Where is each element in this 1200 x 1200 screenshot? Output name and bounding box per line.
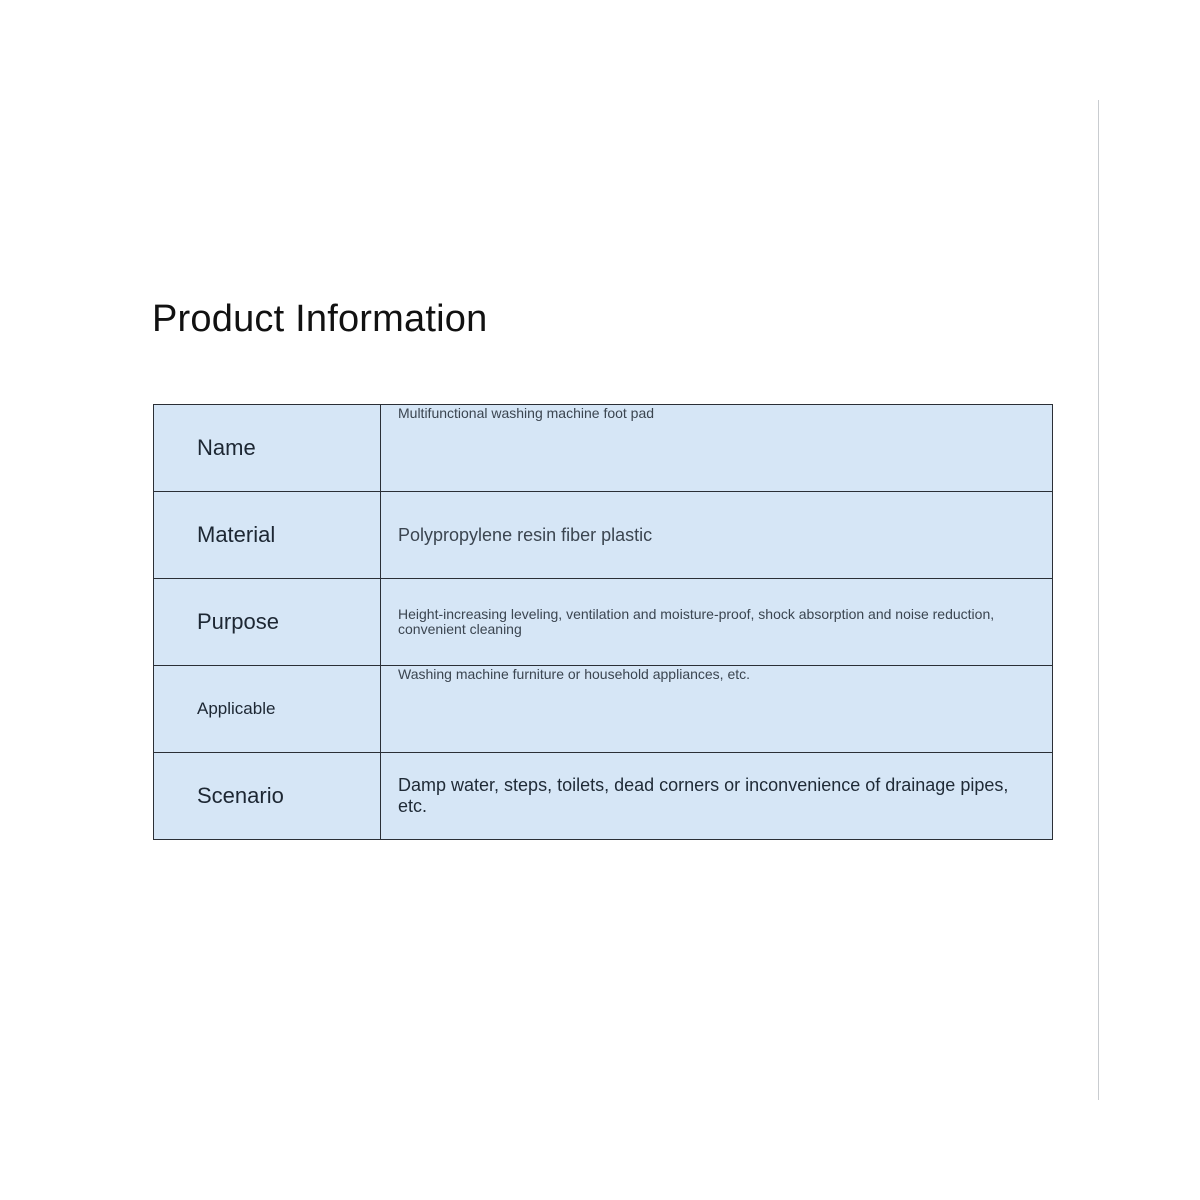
row-label-material: Material — [154, 492, 381, 579]
table-row — [154, 405, 1053, 492]
row-value-material: Polypropylene resin fiber plastic — [381, 492, 1053, 579]
table-row — [154, 753, 1053, 840]
table-row — [154, 579, 1053, 666]
table-row — [154, 492, 1053, 579]
row-value-name: Multifunctional washing machine foot pad — [381, 405, 1053, 492]
table-row — [154, 666, 1053, 753]
product-info-table — [153, 404, 1053, 840]
row-label-scenario: Scenario — [154, 753, 381, 840]
row-label-purpose: Purpose — [154, 579, 381, 666]
row-value-applicable: Washing machine furniture or household appliances, etc. — [381, 666, 1053, 753]
vertical-divider — [1098, 100, 1099, 1100]
row-label-name: Name — [154, 405, 381, 492]
purpose-text: Height-increasing leveling, ventilation and moisture-proof, shock absorption and noise reduction, convenient cleaning — [398, 606, 995, 637]
row-label-applicable: Applicable — [154, 666, 381, 753]
row-value-purpose — [381, 579, 1053, 666]
row-value-scenario: Damp water, steps, toilets, dead corners or inconvenience of drainage pipes, etc. — [381, 753, 1053, 840]
page-title: Product Information — [152, 298, 488, 340]
